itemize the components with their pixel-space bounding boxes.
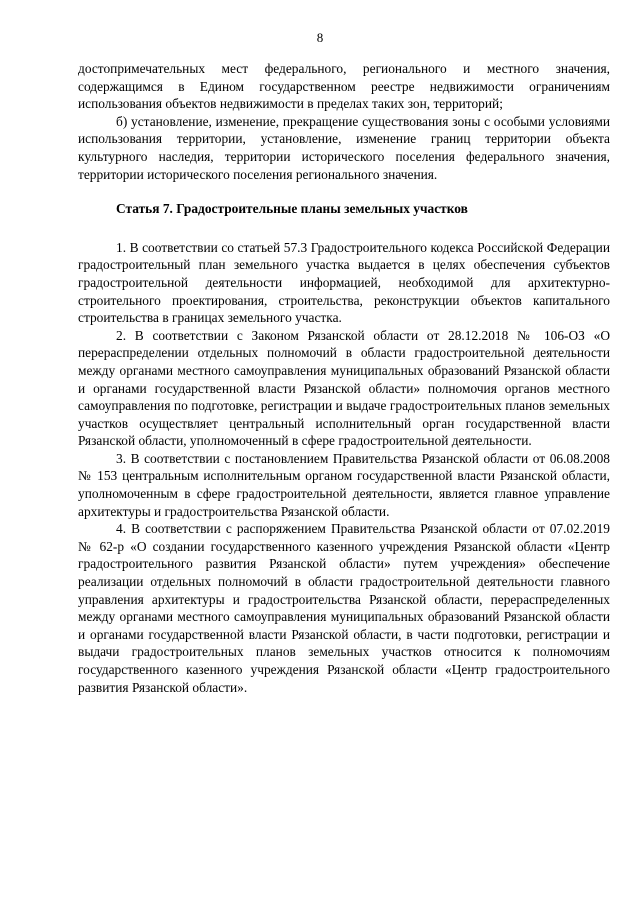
article-title: Статья 7. Градостроительные планы земельных участков (116, 201, 468, 217)
article-paragraph-3: 3. В соответствии с постановлением Правительства Рязанской области от 06.08.2008 № 153 центральным исполнительным органом государственной власти Рязанской области, уполномоченным в сфере градостроительной деятельности, является главное управление архитектуры и градостроительства Рязанской области. (78, 450, 610, 519)
intro-paragraph-b: б) установление, изменение, прекращение существования зоны с особыми условиями использования территории, установление, изменение границ территории объекта культурного наследия, территории исторического поселения федерального значения, территории исторического поселения регионального значения. (78, 113, 610, 182)
article-paragraph-4: 4. В соответствии с распоряжением Правительства Рязанской области от 07.02.2019 № 62-р «О создании государственного казенного учреждения Рязанской области «Центр градостроительного развития Рязанской области» путем учреждения» обеспечение реализации отдельных полномочий в области градостроительной деятельности главного управления архитектуры и градостроительства Рязанской области, перераспределенных между органами местного самоуправления муниципальных образований Рязанской области и органами государственной власти Рязанской области, в части подготовки, регистрации и выдачи градостроительных планов земельных участков относится к полномочиям государственного казенного учреждения Рязанской области «Центр градостроительного развития Рязанской области». (78, 521, 610, 695)
intro-paragraph-continued: достопримечательных мест федерального, регионального и местного значения, содержащимся в Едином государственном реестре недвижимости ограничениям использования объектов недвижимости в пределах таких зон, территорий; (78, 61, 610, 112)
page-number: 8 (316, 30, 324, 45)
article-paragraph-1: 1. В соответствии со статьей 57.3 Градостроительного кодекса Российской Федерации градостроительный план земельного участка выдается в целях обеспечения субъектов градостроительной деятельности информацией, необходимой для архитектурно-строительного проектирования, строительства, реконструкции объектов капитального строительства в границах земельного участка. (78, 239, 610, 326)
article-paragraph-2: 2. В соответствии с Законом Рязанской области от 28.12.2018 № 106-ОЗ «О перераспределении отдельных полномочий в области градостроительной деятельности между органами местного самоуправления муниципальных образований Рязанской области и органами государственной власти Рязанской области» полномочия органов местного самоуправления по подготовке, регистрации и выдаче градостроительных планов земельных участков осуществляет центральный исполнительный орган государственной власти Рязанской области, уполномоченный в сфере градостроительной деятельности. (78, 327, 610, 449)
document-body (78, 60, 610, 696)
